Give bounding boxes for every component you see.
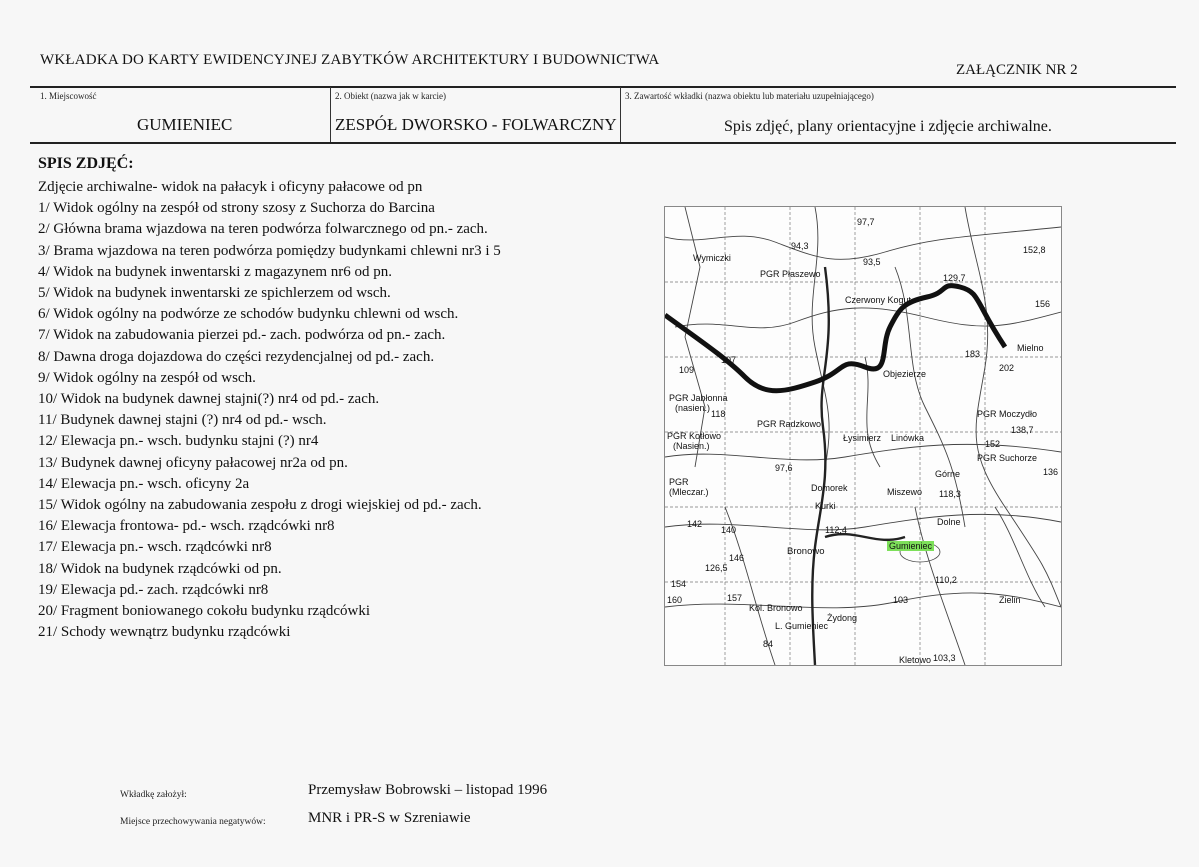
map-elevation: 103 (893, 595, 909, 605)
map-label: PGR Radzkowo (757, 419, 822, 429)
map-label: Kol. Bronowo (749, 603, 803, 613)
list-item: 10/ Widok na budynek dawnej stajni(?) nr4 od pd.- zach. (38, 391, 380, 408)
map-elevation: 94,3 (791, 241, 809, 251)
map-label-highlighted: Gumieniec (889, 541, 933, 551)
author-label: Wkładkę założył: (120, 790, 187, 800)
map-label: Łysimierz (843, 433, 882, 443)
header-rule-bottom (30, 142, 1176, 144)
list-item: 9/ Widok ogólny na zespół od wsch. (38, 369, 256, 386)
photo-list (38, 177, 501, 643)
map-elevation: 157 (727, 593, 743, 603)
list-item: 3/ Brama wjazdowa na teren podwórza pomiędzy budynkami chlewni nr3 i 5 (38, 242, 501, 259)
list-item: Zdjęcie archiwalne- widok na pałacyk i oficyny pałacowe od pn (38, 179, 423, 195)
storage-value: MNR i PR-S w Szreniawie (308, 810, 471, 826)
map-label: Kletowo (899, 655, 932, 665)
list-item: 12/ Elewacja pn.- wsch. budynku stajni (?) nr4 (38, 433, 319, 450)
list-item: 16/ Elewacja frontowa- pd.- wsch. rządcówki nr8 (38, 518, 335, 535)
map-elevation: 140 (721, 525, 737, 535)
map-elevation: 107 (721, 355, 737, 365)
map-label: PGR Kotłowo (667, 431, 722, 441)
list-item: 2/ Główna brama wjazdowa na teren podwórza folwarcznego od pn.- zach. (38, 221, 488, 238)
header-rule-top (30, 86, 1176, 88)
map-label: PGR Moczydło (977, 409, 1038, 419)
object-label: 2. Obiekt (nazwa jak w karcie) (335, 91, 446, 101)
map-label: PGR Suchorze (977, 453, 1038, 463)
locality-value: GUMIENIEC (137, 115, 233, 134)
map-elevation: 154 (671, 579, 687, 589)
map-elevation: 136 (1043, 467, 1059, 477)
map-label: Dolne (937, 517, 961, 527)
map-elevation: 109 (679, 365, 695, 375)
author-value: Przemysław Bobrowski – listopad 1996 (308, 782, 548, 798)
map-label: Kurki (815, 501, 836, 511)
map-label: L. Gumieniec (775, 621, 829, 631)
map-elevation: 93,5 (863, 257, 881, 267)
list-item: 13/ Budynek dawnej oficyny pałacowej nr2a od pn. (38, 454, 348, 471)
content-label: 3. Zawartość wkładki (nazwa obiektu lub materiału uzupełniającego) (625, 91, 874, 101)
map-elevation: 138,7 (1011, 425, 1034, 435)
map-label: Domorek (811, 483, 848, 493)
storage-label: Miejsce przechowywania negatywów: (120, 817, 266, 827)
map-elevation: 183 (965, 349, 981, 359)
list-item: 11/ Budynek dawnej stajni (?) nr4 od pd.- wsch. (38, 412, 327, 429)
cell-divider (620, 87, 621, 142)
map-elevation: 129,7 (943, 273, 966, 283)
map-label: (Mleczar.) (669, 487, 709, 497)
map-elevation: 156 (1035, 299, 1051, 309)
map-label: Linówka (891, 433, 925, 443)
map-elevation: 126,5 (705, 563, 728, 573)
map-elevation: 103,3 (933, 653, 956, 663)
map-label: PGR Płaszewo (760, 269, 821, 279)
object-value: ZESPÓŁ DWORSKO - FOLWARCZNY (335, 115, 617, 134)
map-elevation: 152,8 (1023, 245, 1046, 255)
map-elevation: 118 (711, 409, 726, 419)
document-title: WKŁADKA DO KARTY EWIDENCYJNEJ ZABYTKÓW ARCHITEKTURY I BUDOWNICTWA (40, 52, 660, 68)
map-elevation: 97,7 (857, 217, 875, 227)
list-item: 19/ Elewacja pd.- zach. rządcówki nr8 (38, 581, 269, 598)
annex-label: ZAŁĄCZNIK NR 2 (956, 62, 1078, 78)
list-item: 1/ Widok ogólny na zespół od strony szosy z Suchorza do Barcina (38, 200, 435, 217)
map-label: Zielin (999, 595, 1021, 605)
map-elevation: 118,3 (939, 489, 961, 499)
cell-divider (330, 87, 331, 142)
map-label: Miszewo (887, 487, 923, 497)
map-elevation: 146 (729, 553, 745, 563)
map-elevation: 160 (667, 595, 683, 605)
list-item: 4/ Widok na budynek inwentarski z magazynem nr6 od pn. (38, 263, 393, 280)
map-boundary-line (665, 286, 1005, 391)
map-elevation: 202 (999, 363, 1015, 373)
map-label: Mielno (1017, 343, 1044, 353)
map-label: (nasien.) (675, 403, 711, 413)
map-elevation: 110,2 (935, 575, 957, 585)
locality-label: 1. Miejscowość (40, 91, 97, 101)
map-label: (Nasien.) (673, 441, 710, 451)
map-label: Górne (935, 469, 961, 479)
map-label: Żydong (827, 613, 858, 623)
list-item: 21/ Schody wewnątrz budynku rządcówki (38, 624, 291, 641)
list-item: 14/ Elewacja pn.- wsch. oficyny 2a (38, 475, 250, 492)
list-item: 5/ Widok na budynek inwentarski ze spichlerzem od wsch. (38, 285, 391, 302)
list-item: 17/ Elewacja pn.- wsch. rządcówki nr8 (38, 539, 272, 556)
map-label: Objezierze (883, 369, 927, 379)
list-item: 7/ Widok na zabudowania pierzei pd.- zach. podwórza od pn.- zach. (38, 327, 446, 344)
map-elevation: 84 (763, 639, 774, 649)
map-elevation: 97,6 (775, 463, 793, 473)
list-item: 20/ Fragment boniowanego cokołu budynku rządcówki (38, 603, 371, 620)
list-item: 18/ Widok na budynek rządcówki od pn. (38, 560, 282, 577)
content-value: Spis zdjęć, plany orientacyjne i zdjęcie archiwalne. (724, 118, 1052, 135)
map-label: PGR (669, 477, 689, 487)
list-item: 6/ Widok ogólny na podwórze ze schodów budynku chlewni od wsch. (38, 306, 459, 323)
map-label: Wymiczki (693, 253, 731, 263)
photo-list-title: SPIS ZDJĘĆ: (38, 155, 134, 172)
map-label: Czerwony Kogut (845, 295, 912, 305)
map-elevation: 142 (687, 519, 703, 529)
map-label: PGR Jabłonna (669, 393, 728, 403)
map-label: Bronowo (787, 546, 825, 557)
list-item: 8/ Dawna droga dojazdowa do części rezydencjalnej od pd.- zach. (38, 348, 435, 365)
map-elevation: 152 (985, 439, 1001, 449)
orientation-map (664, 206, 1062, 666)
map-elevation: 112,4 (825, 525, 847, 535)
list-item: 15/ Widok ogólny na zabudowania zespołu z drogi wiejskiej od pd.- zach. (38, 497, 482, 514)
